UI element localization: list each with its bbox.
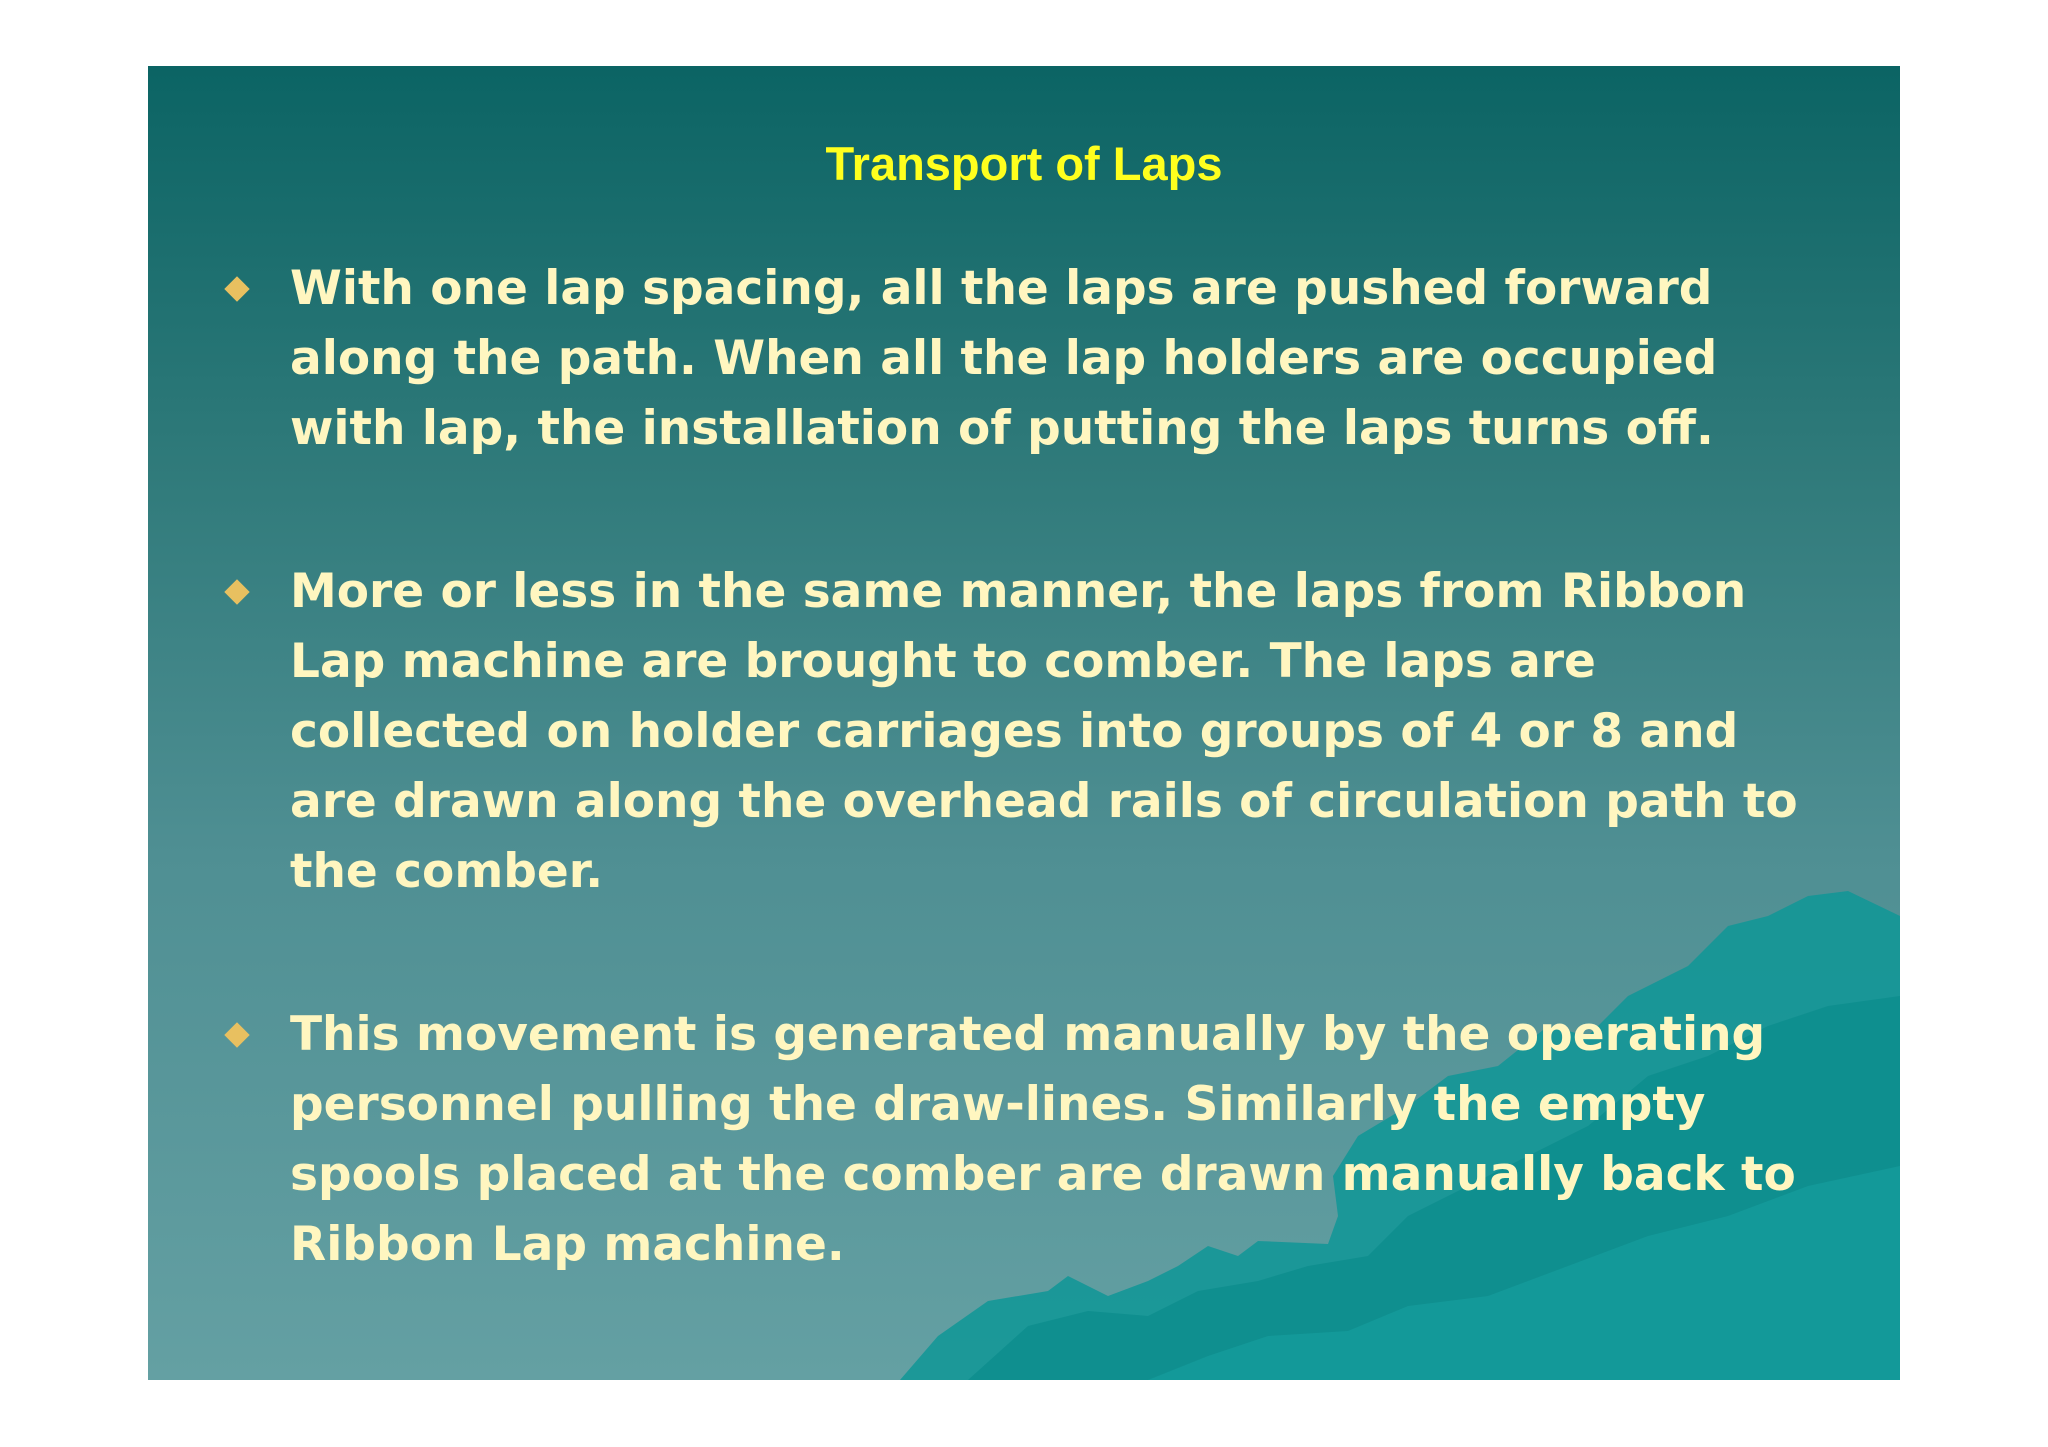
- bullet-item: [148, 1000, 1900, 1280]
- slide: [148, 66, 1900, 1380]
- bullet-text: With one lap spacing, all the laps are pushed forward along the path. When all the lap holders are occupied with lap, the installation of putting the laps turns off.: [290, 261, 1718, 456]
- slide-title: Transport of Laps: [825, 137, 1223, 190]
- bullet-list: [148, 254, 1900, 1280]
- bullet-text: This movement is generated manually by the operating personnel pulling the draw-lines. Similarly the empty spools placed at the comber are drawn manually back to Ribbon Lap machine.: [290, 1007, 1796, 1272]
- diamond-bullet-icon: [224, 579, 249, 604]
- bullet-item: [148, 557, 1900, 907]
- diamond-bullet-icon: [224, 276, 249, 301]
- diamond-bullet-icon: [224, 1022, 249, 1047]
- bullet-text: More or less in the same manner, the laps from Ribbon Lap machine are brought to comber. The laps are collected on holder carriages into groups of 4 or 8 and are drawn along the overhead rails of circulation path to the comber.: [290, 564, 1798, 899]
- bullet-item: [148, 254, 1900, 464]
